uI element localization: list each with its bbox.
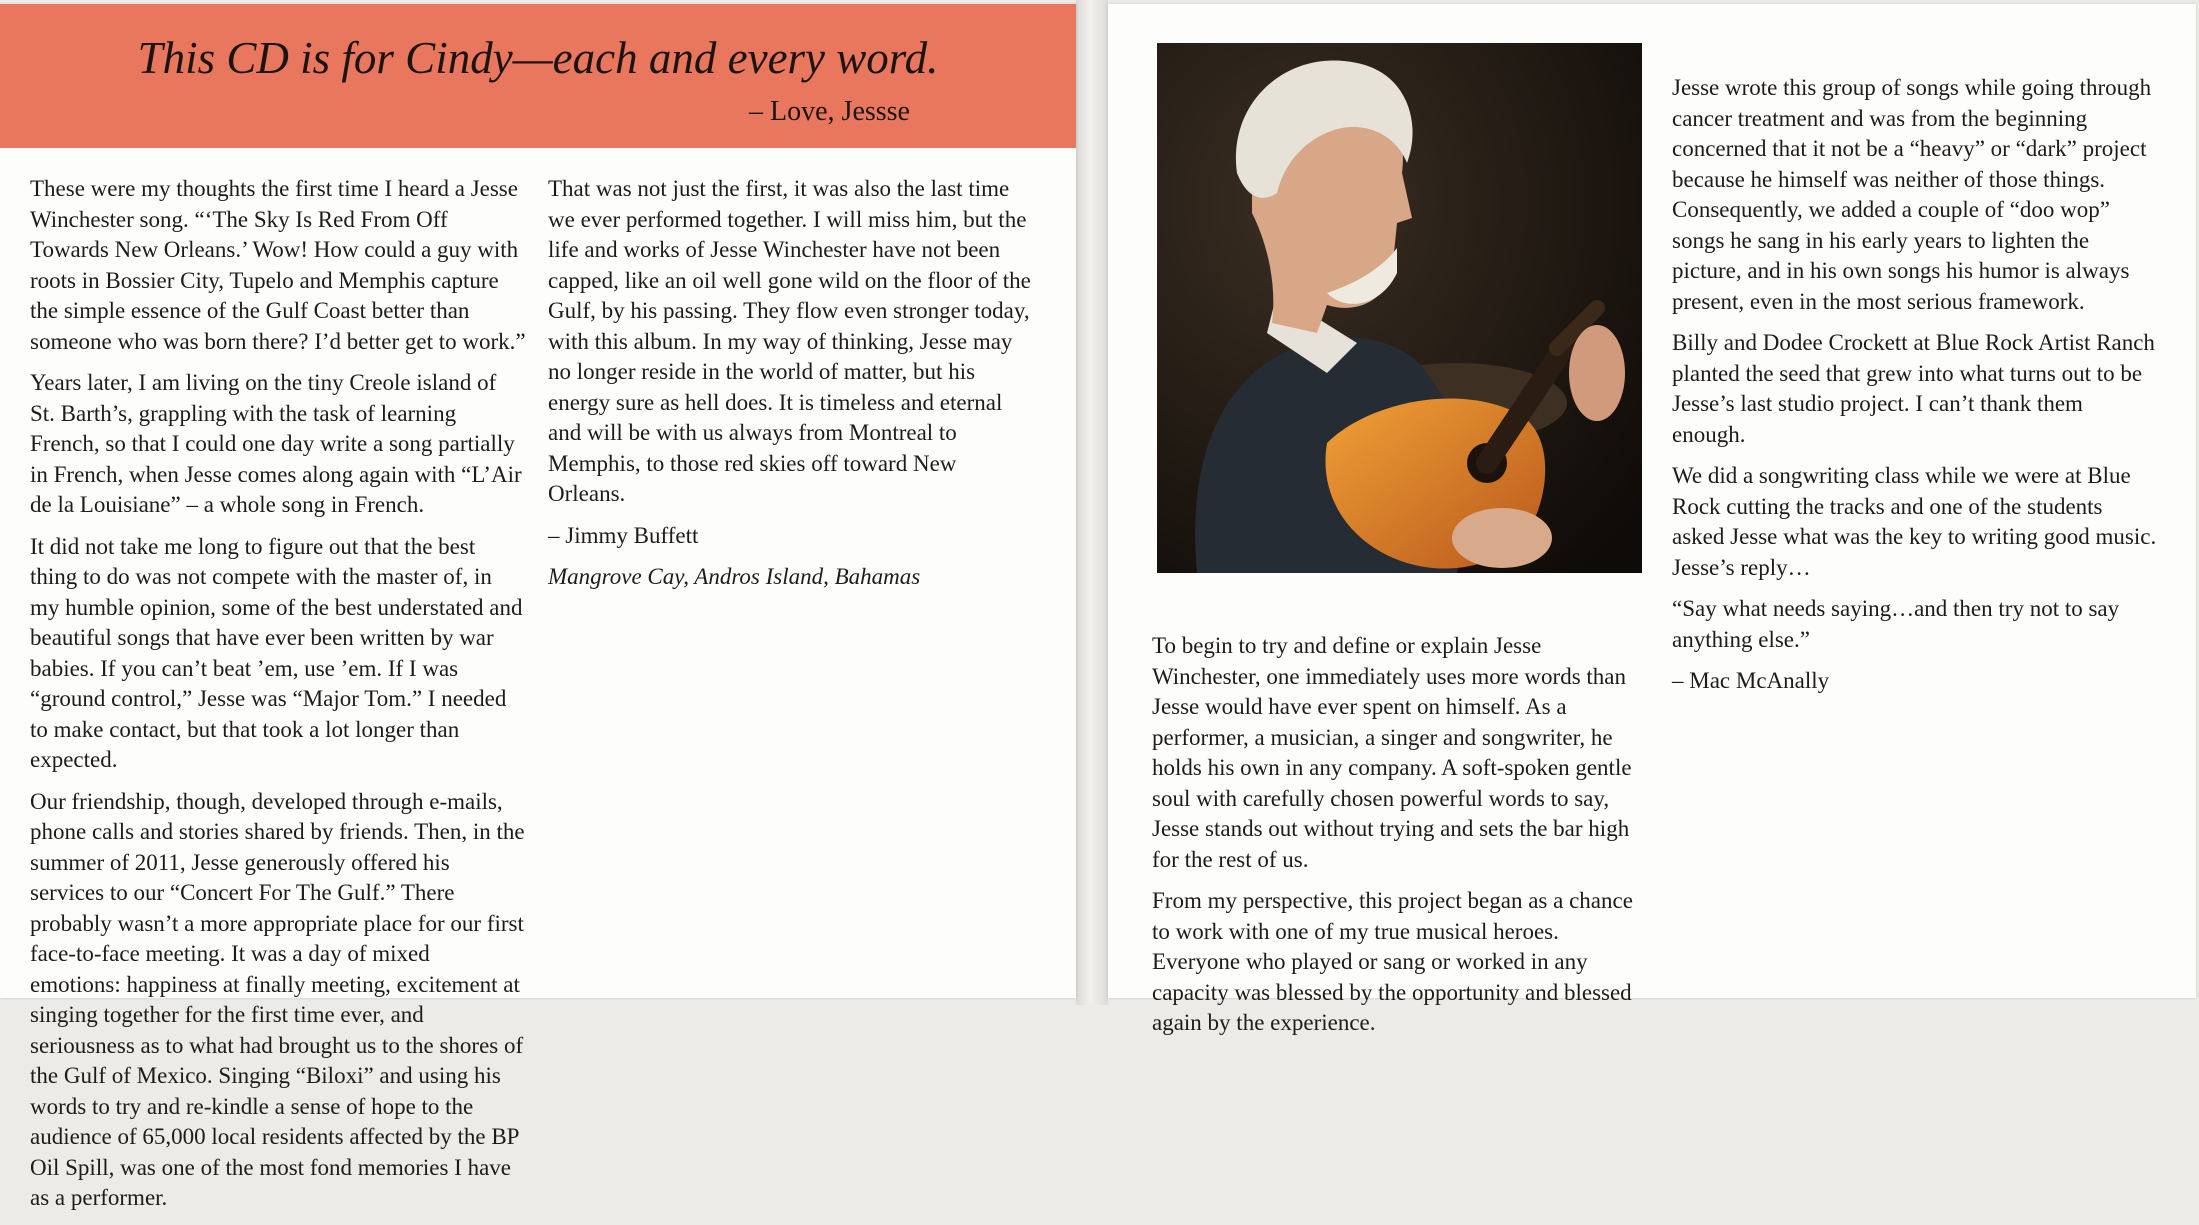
dedication-title: This CD is for Cindy—each and every word. <box>137 33 939 83</box>
left-page <box>0 4 1076 1210</box>
buffett-paragraph: These were my thoughts the first time I heard a Jesse Winchester song. “‘The Sky Is Red From Off Towards New Orleans.’ Wow! How could a guy with roots in Bossier City, Tupelo and Memphis capture the simple essence of the Gulf Coast better than someone who was born there? I’d better get to work.” <box>30 176 526 354</box>
mcanally-paragraph: From my perspective, this project began as a chance to work with one of my true musical heroes. Everyone who played or sang or worked in any capacity was blessed by the opportunity and blessed again by the experience. <box>1152 888 1633 1035</box>
mcanally-paragraph: Billy and Dodee Crockett at Blue Rock Artist Ranch planted the seed that grew into what turns out to be Jesse’s last studio project. I can’t thank them enough. <box>1672 330 2155 447</box>
mcanally-column-2 <box>1672 73 2160 708</box>
dedication-signature: – Love, Jessse <box>749 96 910 127</box>
buffett-column-1 <box>30 174 526 1225</box>
buffett-paragraph: Our friendship, though, developed through e-mails, phone calls and stories shared by friends. Then, in the summer of 2011, Jesse generously offered his services to our “Concert For The Gulf.” There probably wasn’t a more appropriate place for our first face-to-face meeting. It was a day of mixed emotions: happiness at finally meeting, excitement at singing together for the first time ever, and seriousness as to what had brought us to the shores of the Gulf of Mexico. Singing “Biloxi” and using his words to try and re-kindle a sense of hope to the audience of 65,000 local residents affected by the BP Oil Spill, was one of the most fond memories I have as a performer. <box>30 788 525 1210</box>
mcanally-signature: – Mac McAnally <box>1672 668 1830 693</box>
mcanally-paragraph: To begin to try and define or explain Jesse Winchester, one immediately uses more words than Jesse would have ever spent on himself. As a performer, a musician, a singer and songwriter, he holds his own in any company. A soft-spoken gentle soul with carefully chosen powerful words to say, Jesse stands out without trying and sets the bar high for the rest of us. <box>1152 633 1632 872</box>
mcanally-paragraph: “Say what needs saying…and then try not to say anything else.” <box>1672 596 2120 652</box>
mcanally-paragraph: We did a songwriting class while we were at Blue Rock cutting the tracks and one of the students asked Jesse what was the key to writing good music. Jesse’s reply… <box>1672 463 2157 580</box>
dedication-banner <box>0 4 1076 148</box>
buffett-location: Mangrove Cay, Andros Island, Bahamas <box>548 564 921 589</box>
buffett-column-2 <box>548 174 1038 604</box>
mcanally-paragraph: Jesse wrote this group of songs while going through cancer treatment and was from the beginning concerned that it not be a “heavy” or “dark” project because he himself was neither of those things. Consequently, we added a couple of “doo wop” songs he sang in his early years to lighten the picture, and in his own songs his humor is always present, even in the most serious framework. <box>1672 75 2152 314</box>
buffett-signature: – Jimmy Buffett <box>548 522 699 548</box>
mcanally-column-1 <box>1152 631 1638 1050</box>
buffett-paragraph: That was not just the first, it was also the last time we ever performed together. I will miss him, but the life and works of Jesse Winchester have not been capped, like an oil well gone wild on the floor of the Gulf, by his passing. They flow even stronger today, with this album. In my way of thinking, Jesse may no longer reside in the world of matter, but his energy sure as hell does. It is timeless and eternal and will be with us always from Montreal to Memphis, to those red skies off toward New Orleans. <box>548 176 1031 506</box>
jesse-winchester-photo <box>1157 43 1642 573</box>
buffett-paragraph: It did not take me long to figure out that the best thing to do was not compete with the master of, in my humble opinion, some of the best understated and beautiful songs that have ever been written by war babies. If you can’t beat ’em, use ’em. If I was “ground control,” Jesse was “Major Tom.” I needed to make contact, but that took a lot longer than expected. <box>30 533 523 772</box>
booklet-gutter <box>1076 0 1108 1005</box>
buffett-paragraph: Years later, I am living on the tiny Creole island of St. Barth’s, grappling with the task of learning French, so that I could one day write a song partially in French, when Jesse comes along again with “L’Air de la Louisiane” – a whole song in French. <box>30 370 522 517</box>
